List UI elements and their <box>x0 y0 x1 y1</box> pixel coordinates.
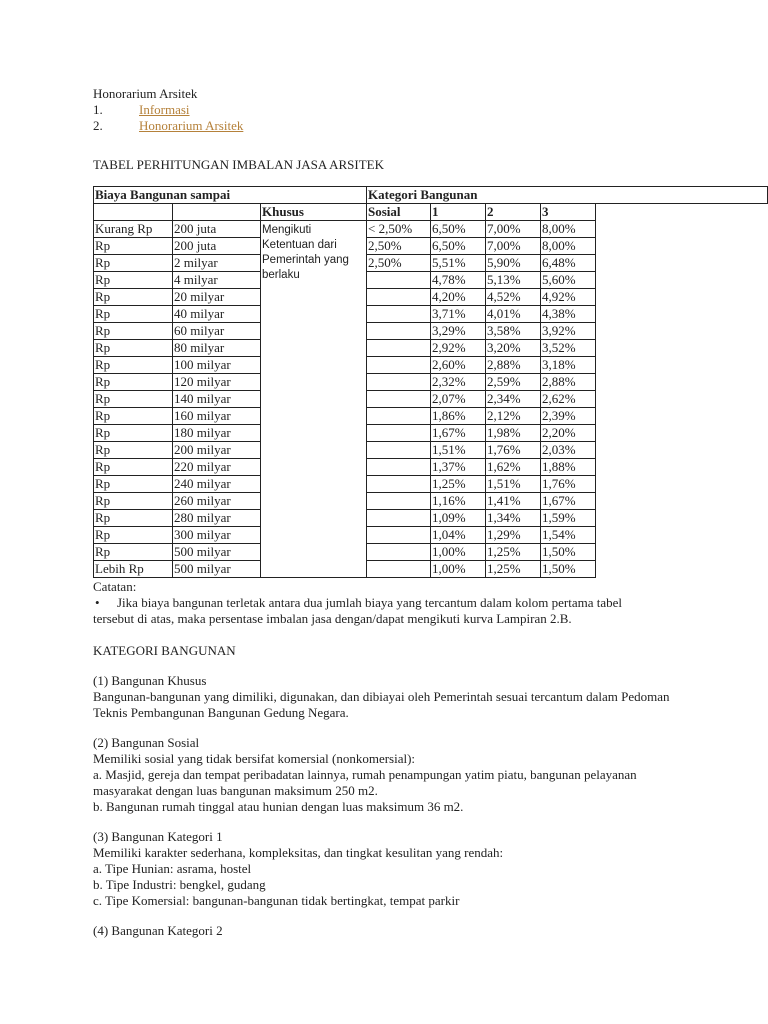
cell-k1: 1,86% <box>431 408 486 425</box>
cell-amount: 500 milyar <box>173 544 261 561</box>
cell-amount: 160 milyar <box>173 408 261 425</box>
kategori-1-title: (3) Bangunan Kategori 1 <box>93 829 223 844</box>
kategori-heading: KATEGORI BANGUNAN <box>93 643 236 658</box>
link-honorarium-arsitek[interactable]: Honorarium Arsitek <box>139 118 244 133</box>
cell-k1: 1,37% <box>431 459 486 476</box>
nav-item-honorarium <box>93 118 768 134</box>
row-spacer <box>596 289 768 306</box>
kategori-1-item-c: c. Tipe Komersial: bangunan-bangunan tidak bertingkat, tempat parkir <box>93 893 460 908</box>
cell-sosial <box>367 476 431 493</box>
khusus-description: Bangunan-bangunan yang dimiliki, digunakan, dan dibiayai oleh Pemerintah sesuai tercantum dalam Pedoman Teknis Pembangunan Bangunan Gedung Negara. <box>93 689 670 720</box>
cell-k2: 2,59% <box>486 374 541 391</box>
cell-prefix: Rp <box>94 408 173 425</box>
cell-k3: 1,50% <box>541 561 596 578</box>
table-row <box>94 221 768 238</box>
table-row <box>94 374 768 391</box>
cell-k2: 1,29% <box>486 527 541 544</box>
cell-prefix: Kurang Rp <box>94 221 173 238</box>
cell-sosial <box>367 510 431 527</box>
cell-k2: 2,12% <box>486 408 541 425</box>
table-header-row-1 <box>94 187 768 204</box>
cell-amount: 80 milyar <box>173 340 261 357</box>
cell-k2: 4,52% <box>486 289 541 306</box>
table-row <box>94 306 768 323</box>
cell-k1: 3,71% <box>431 306 486 323</box>
bullet-icon: • <box>95 595 100 610</box>
cell-k1: 1,09% <box>431 510 486 527</box>
cell-k3: 4,92% <box>541 289 596 306</box>
cell-k3: 3,52% <box>541 340 596 357</box>
cell-sosial <box>367 340 431 357</box>
cell-k3: 2,03% <box>541 442 596 459</box>
cell-k1: 1,25% <box>431 476 486 493</box>
row-spacer <box>596 374 768 391</box>
section-kategori-1 <box>93 829 768 909</box>
cell-k3: 5,60% <box>541 272 596 289</box>
cell-prefix: Rp <box>94 374 173 391</box>
cell-prefix: Rp <box>94 306 173 323</box>
section-kategori-2 <box>93 923 768 939</box>
row-spacer <box>596 510 768 527</box>
notes-bullet <box>93 595 768 611</box>
cell-amount: 60 milyar <box>173 323 261 340</box>
cell-k2: 1,98% <box>486 425 541 442</box>
cell-k3: 1,50% <box>541 544 596 561</box>
cell-k3: 2,20% <box>541 425 596 442</box>
cell-prefix: Rp <box>94 476 173 493</box>
cell-sosial <box>367 289 431 306</box>
cell-k1: 2,07% <box>431 391 486 408</box>
cell-k2: 1,51% <box>486 476 541 493</box>
table-row <box>94 391 768 408</box>
cell-k3: 1,76% <box>541 476 596 493</box>
cell-sosial <box>367 408 431 425</box>
cell-k3: 3,18% <box>541 357 596 374</box>
cell-k1: 2,32% <box>431 374 486 391</box>
table-row <box>94 272 768 289</box>
row-spacer <box>596 391 768 408</box>
cell-amount: 260 milyar <box>173 493 261 510</box>
cell-prefix: Rp <box>94 323 173 340</box>
cell-k3: 8,00% <box>541 238 596 255</box>
cell-k2: 3,20% <box>486 340 541 357</box>
cell-amount: 300 milyar <box>173 527 261 544</box>
cell-amount: 100 milyar <box>173 357 261 374</box>
cell-sosial: 2,50% <box>367 255 431 272</box>
table-row <box>94 408 768 425</box>
cell-k1: 1,51% <box>431 442 486 459</box>
cell-sosial <box>367 459 431 476</box>
table-row <box>94 561 768 578</box>
cell-amount: 20 milyar <box>173 289 261 306</box>
cell-prefix: Rp <box>94 272 173 289</box>
cell-prefix: Rp <box>94 442 173 459</box>
khusus-title: (1) Bangunan Khusus <box>93 673 207 688</box>
row-spacer <box>596 340 768 357</box>
cell-sosial <box>367 527 431 544</box>
sosial-description: Memiliki sosial yang tidak bersifat komersial (nonkomersial): <box>93 751 416 766</box>
link-informasi[interactable]: Informasi <box>139 102 190 117</box>
cell-k1: 2,92% <box>431 340 486 357</box>
cell-prefix: Rp <box>94 425 173 442</box>
cell-k2: 2,88% <box>486 357 541 374</box>
cell-sosial: 2,50% <box>367 238 431 255</box>
kategori-1-item-a: a. Tipe Hunian: asrama, hostel <box>93 861 252 876</box>
cell-amount: 120 milyar <box>173 374 261 391</box>
cell-k2: 2,34% <box>486 391 541 408</box>
notes-line-1: Jika biaya bangunan terletak antara dua jumlah biaya yang tercantum dalam kolom pertama tabel <box>117 595 622 610</box>
table-title: TABEL PERHITUNGAN IMBALAN JASA ARSITEK <box>93 157 384 172</box>
cell-k1: 1,67% <box>431 425 486 442</box>
row-spacer <box>596 476 768 493</box>
cell-k3: 2,39% <box>541 408 596 425</box>
cell-prefix: Rp <box>94 391 173 408</box>
cell-k3: 6,48% <box>541 255 596 272</box>
cell-prefix: Rp <box>94 357 173 374</box>
table-row <box>94 425 768 442</box>
table-row <box>94 289 768 306</box>
cell-k2: 1,25% <box>486 561 541 578</box>
cell-sosial <box>367 272 431 289</box>
row-spacer <box>596 442 768 459</box>
cell-k1: 4,20% <box>431 289 486 306</box>
cell-k2: 1,25% <box>486 544 541 561</box>
cell-prefix: Rp <box>94 510 173 527</box>
row-spacer <box>596 238 768 255</box>
cell-k3: 1,88% <box>541 459 596 476</box>
cell-amount: 200 juta <box>173 221 261 238</box>
cell-prefix: Rp <box>94 544 173 561</box>
nav-number: 1. <box>93 102 103 117</box>
cell-k3: 1,59% <box>541 510 596 527</box>
cell-sosial <box>367 493 431 510</box>
row-spacer <box>596 272 768 289</box>
row-spacer <box>596 255 768 272</box>
header-spacer <box>596 204 768 221</box>
cell-amount: 280 milyar <box>173 510 261 527</box>
cell-prefix: Rp <box>94 459 173 476</box>
kategori-1-item-b: b. Tipe Industri: bengkel, gudang <box>93 877 266 892</box>
cell-k1: 5,51% <box>431 255 486 272</box>
cell-amount: 140 milyar <box>173 391 261 408</box>
cell-amount: 240 milyar <box>173 476 261 493</box>
cell-prefix: Rp <box>94 238 173 255</box>
cell-amount: 2 milyar <box>173 255 261 272</box>
cell-k1: 4,78% <box>431 272 486 289</box>
table-row <box>94 255 768 272</box>
cell-khusus-note: Mengikuti Ketentuan dari Pemerintah yang berlaku <box>261 221 367 578</box>
cell-k3: 3,92% <box>541 323 596 340</box>
cell-k2: 5,13% <box>486 272 541 289</box>
cell-k3: 8,00% <box>541 221 596 238</box>
table-row <box>94 340 768 357</box>
cell-amount: 200 juta <box>173 238 261 255</box>
cell-sosial <box>367 323 431 340</box>
fee-table <box>93 186 768 578</box>
header-khusus: Khusus <box>261 204 367 221</box>
cell-k3: 2,88% <box>541 374 596 391</box>
cell-k3: 1,67% <box>541 493 596 510</box>
cell-k2: 1,41% <box>486 493 541 510</box>
cell-k1: 6,50% <box>431 221 486 238</box>
table-row <box>94 459 768 476</box>
cell-sosial <box>367 442 431 459</box>
table-row <box>94 493 768 510</box>
nav-item-informasi <box>93 102 768 118</box>
cell-sosial <box>367 561 431 578</box>
kategori-2-title: (4) Bangunan Kategori 2 <box>93 923 223 938</box>
table-row <box>94 323 768 340</box>
header-biaya-bangunan: Biaya Bangunan sampai <box>94 187 367 204</box>
cell-k1: 3,29% <box>431 323 486 340</box>
cell-amount: 4 milyar <box>173 272 261 289</box>
sosial-item-a: a. Masjid, gereja dan tempat peribadatan lainnya, rumah penampungan yatim piatu, bangunan pelayanan masyarakat dengan luas bangunan maksimum 250 m2. <box>93 767 637 798</box>
cell-k1: 6,50% <box>431 238 486 255</box>
cell-k1: 1,00% <box>431 544 486 561</box>
row-spacer <box>596 561 768 578</box>
cell-k3: 4,38% <box>541 306 596 323</box>
cell-sosial: < 2,50% <box>367 221 431 238</box>
row-spacer <box>596 459 768 476</box>
cell-k3: 2,62% <box>541 391 596 408</box>
cell-sosial <box>367 391 431 408</box>
header-sosial: Sosial <box>367 204 431 221</box>
cell-prefix: Rp <box>94 289 173 306</box>
table-row <box>94 442 768 459</box>
cell-amount: 220 milyar <box>173 459 261 476</box>
row-spacer <box>596 527 768 544</box>
cell-prefix: Lebih Rp <box>94 561 173 578</box>
cell-k1: 1,00% <box>431 561 486 578</box>
header-kategori-2: 2 <box>486 204 541 221</box>
cell-k1: 2,60% <box>431 357 486 374</box>
cell-k3: 1,54% <box>541 527 596 544</box>
nav-number: 2. <box>93 118 103 133</box>
sosial-title: (2) Bangunan Sosial <box>93 735 200 750</box>
cell-k2: 1,76% <box>486 442 541 459</box>
cell-k2: 7,00% <box>486 221 541 238</box>
cell-amount: 200 milyar <box>173 442 261 459</box>
header-empty <box>173 204 261 221</box>
document-page <box>93 86 768 939</box>
section-bangunan-khusus <box>93 673 768 721</box>
header-empty <box>94 204 173 221</box>
cell-k2: 3,58% <box>486 323 541 340</box>
cell-prefix: Rp <box>94 255 173 272</box>
row-spacer <box>596 323 768 340</box>
cell-prefix: Rp <box>94 527 173 544</box>
cell-sosial <box>367 357 431 374</box>
row-spacer <box>596 408 768 425</box>
row-spacer <box>596 306 768 323</box>
cell-k2: 5,90% <box>486 255 541 272</box>
cell-k1: 1,16% <box>431 493 486 510</box>
header-kategori-bangunan: Kategori Bangunan <box>367 187 768 204</box>
cell-amount: 40 milyar <box>173 306 261 323</box>
cell-k2: 7,00% <box>486 238 541 255</box>
cell-k2: 4,01% <box>486 306 541 323</box>
cell-prefix: Rp <box>94 493 173 510</box>
cell-sosial <box>367 544 431 561</box>
row-spacer <box>596 544 768 561</box>
cell-prefix: Rp <box>94 340 173 357</box>
cell-sosial <box>367 374 431 391</box>
header-kategori-3: 3 <box>541 204 596 221</box>
kategori-1-description: Memiliki karakter sederhana, kompleksitas, dan tingkat kesulitan yang rendah: <box>93 845 504 860</box>
table-row <box>94 510 768 527</box>
cell-amount: 180 milyar <box>173 425 261 442</box>
table-row <box>94 357 768 374</box>
row-spacer <box>596 357 768 374</box>
table-header-row-2 <box>94 204 768 221</box>
row-spacer <box>596 221 768 238</box>
sosial-item-b: b. Bangunan rumah tinggal atau hunian dengan luas maksimum 36 m2. <box>93 799 464 814</box>
notes-label: Catatan: <box>93 579 137 594</box>
cell-k1: 1,04% <box>431 527 486 544</box>
doc-title: Honorarium Arsitek <box>93 86 198 101</box>
row-spacer <box>596 425 768 442</box>
cell-amount: 500 milyar <box>173 561 261 578</box>
header-kategori-1: 1 <box>431 204 486 221</box>
cell-sosial <box>367 306 431 323</box>
table-row <box>94 238 768 255</box>
row-spacer <box>596 493 768 510</box>
notes-line-2: tersebut di atas, maka persentase imbalan jasa dengan/dapat mengikuti kurva Lampiran 2.B. <box>93 611 572 626</box>
cell-k2: 1,34% <box>486 510 541 527</box>
cell-sosial <box>367 425 431 442</box>
cell-k2: 1,62% <box>486 459 541 476</box>
table-row <box>94 527 768 544</box>
section-bangunan-sosial <box>93 735 768 815</box>
table-row <box>94 476 768 493</box>
table-row <box>94 544 768 561</box>
